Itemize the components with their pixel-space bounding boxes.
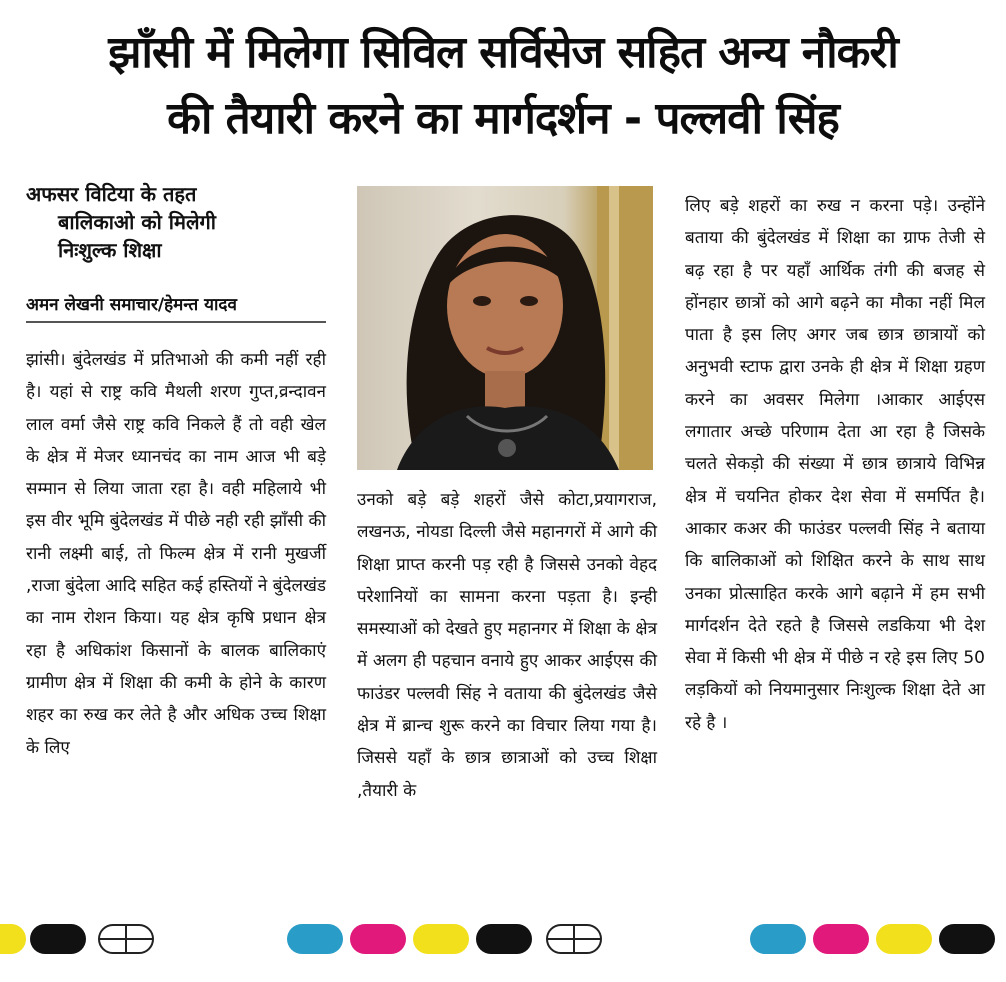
color-mark-yellow [0,924,26,954]
color-mark-yellow [413,924,469,954]
color-mark-black [476,924,532,954]
article-column-3 [685,190,985,739]
headline [0,20,1006,152]
color-mark-magenta [813,924,869,954]
subheading-line-1: अफसर विटिया के तहत [26,182,197,206]
print-registration-marks [0,924,1006,958]
subheading-line-2: बालिकाओ को मिलेगी [58,210,216,234]
portrait-photo [357,186,653,470]
color-mark-black [939,924,995,954]
registration-crosshair-mark [98,924,154,954]
article-column-1 [26,344,326,764]
color-mark-black [30,924,86,954]
color-mark-magenta [350,924,406,954]
headline-line-2: की तैयारी करने का मार्गदर्शन - पल्लवी सिंह [167,93,839,144]
color-mark-cyan [287,924,343,954]
color-mark-yellow [876,924,932,954]
column-1-text: झांसी। बुंदेलखंड में प्रतिभाओ की कमी नहीं रही है। यहां से राष्ट्र कवि मैथली शरण गुप्त,व्रन्दावन लाल वर्मा जैसे राष्ट्र कवि निकले हैं तो वही खेल के क्षेत्र में मेजर ध्यानचंद का नाम आज भी बड़े सम्मान से लिया जाता रहा है। वही महिलाये भी इस वीर भूमि बुंदेलखंड में पीछे नही रही झाँसी की रानी लक्ष्मी बाई, तो फिल्म क्षेत्र में रानी मुखर्जी ,राजा बुंदेला आदि सहित कई हस्तियों ने बुंदेलखंड का नाम रोशन किया। यह क्षेत्र कृषि प्रधान क्षेत्र रहा है अधिकांश किसानों के बालक बालिकाएं ग्रामीण क्षेत्र में शिक्षा की कमी के होने के कारण शहर का रुख कर लेते है और अधिक उच्च शिक्षा के लिए [26,350,326,758]
portrait-illustration [357,186,653,470]
subheading-line-3: निःशुल्क शिक्षा [58,238,162,262]
byline: अमन लेखनी समाचार/हेमन्त यादव [26,292,326,323]
headline-line-1: झाँसी में मिलेगा सिविल सर्विसेज सहित अन्य नौकरी [108,27,898,78]
registration-crosshair-mark [546,924,602,954]
article-column-2 [357,484,657,807]
column-2-text: उनको बड़े बड़े शहरों जैसे कोटा,प्रयागराज, लखनऊ, नोयडा दिल्ली जैसे महानगरों में आगे की शिक्षा प्राप्त करनी पड़ रही है जिससे उनको वेहद परेशानियों का सामना करना पड़ता है। इन्ही समस्याओं को देखते हुए महानगर में शिक्षा के क्षेत्र में अलग ही पहचान वनाये हुए आकर आईएस की फाउंडर पल्लवी सिंह ने वताया की बुंदेलखंड जैसे क्षेत्र में ब्रान्च शुरू करने का विचार लिया गया है।जिससे यहाँ के छात्र छात्राओं को उच्च शिक्षा ,तैयारी के [357,490,657,801]
subheading [26,180,326,264]
column-3-text: लिए बड़े शहरों का रुख न करना पड़े। उन्होंने बताया की बुंदेलखंड में शिक्षा का ग्राफ तेजी से बढ़ रहा है पर यहाँ आर्थिक तंगी की बजह से होंनहार छात्रों को आगे बढ़ने का मौका नहीं मिल पाता है इस लिए अगर जब छात्र छात्रायों को अनुभवी स्टाफ द्वारा उनके ही क्षेत्र में शिक्षा ग्रहण करने का अवसर मिलेगा ।आकार आईएस लगातार अच्छे परिणाम देता आ रहा है जिसके चलते सेकड़ो की संख्या में छात्र छात्राये विभिन्न क्षेत्र में चयनित होकर देश सेवा में समर्पित है।आकार कअर की फाउंडर पल्लवी सिंह ने बताया कि बालिकाओं को शिक्षित करने के साथ साथ उनका प्रोत्साहित करके आगे बढ़ाने में हम सभी मार्गदर्शन देते रहते है जिससे लडकिया भी देश सेवा में किसी भी क्षेत्र में पीछे न रहे इस लिए 50 लड़कियों को नियमानुसार निःशुल्क शिक्षा देते आ रहे है । [685,196,985,733]
color-mark-cyan [750,924,806,954]
